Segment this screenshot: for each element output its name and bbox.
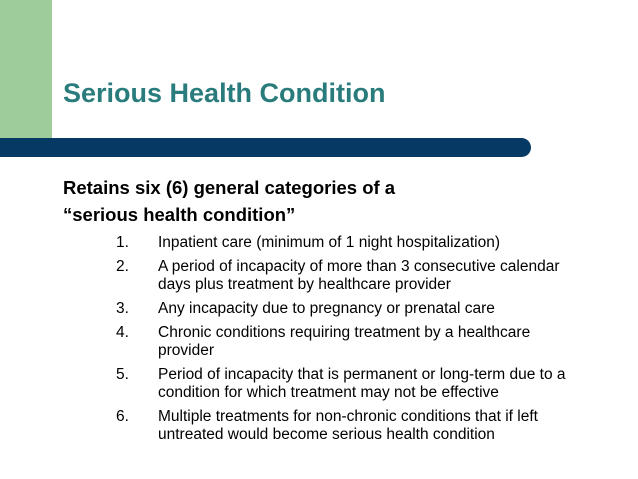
list-item [116,258,628,294]
title-panel [52,0,638,140]
list-item [116,300,628,318]
list-text-line: provider [158,342,214,359]
list-item [116,408,628,444]
list-number: 1. [116,234,129,251]
list-text-line: Inpatient care (minimum of 1 night hospitalization) [158,234,501,251]
list-text [158,366,628,402]
list-text-line: days plus treatment by healthcare provider [158,276,451,293]
intro-line: Retains six (6) general categories of a [63,177,396,198]
slide-content [63,174,628,450]
list-number: 6. [116,408,129,425]
list-text-line: condition for which treatment may not be effective [158,384,499,401]
list-item [116,234,628,252]
intro-line: “serious health condition” [63,204,296,225]
title-underline-bar [0,138,531,157]
list-number: 4. [116,324,129,341]
list-text-line: A period of incapacity of more than 3 consecutive calendar [158,258,560,275]
list-item [116,366,628,402]
list-text-line: Period of incapacity that is permanent or long-term due to a [158,366,566,383]
list-text [158,234,628,252]
list-text-line: Any incapacity due to pregnancy or prenatal care [158,300,495,317]
list-text [158,408,628,444]
slide-title: Serious Health Condition [63,78,386,108]
list-text [158,324,628,360]
list-number: 3. [116,300,129,317]
list-text [158,300,628,318]
intro-text [63,174,628,228]
list-number: 2. [116,258,129,275]
list-text-line: untreated would become serious health condition [158,426,495,443]
category-list [63,234,628,444]
list-number: 5. [116,366,129,383]
list-text-line: Multiple treatments for non-chronic conditions that if left [158,408,538,425]
list-text-line: Chronic conditions requiring treatment by a healthcare [158,324,531,341]
list-item [116,324,628,360]
list-text [158,258,628,294]
